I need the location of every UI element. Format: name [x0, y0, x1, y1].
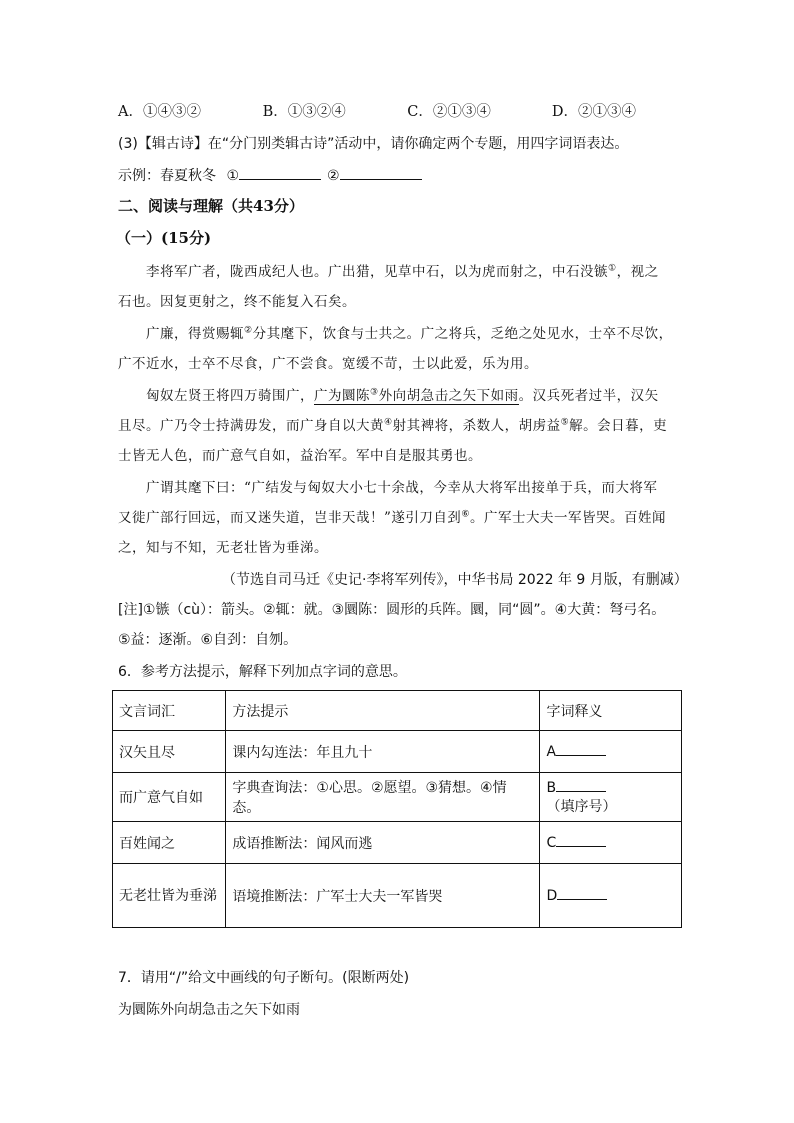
q3-blank1[interactable]: [239, 165, 321, 180]
table-row: 而广意气自如 字典查询法：①心思。②愿望。③猜想。④情态。 B（填序号）: [113, 773, 682, 822]
table-row: 百姓闻之 成语推断法：闻风而逃 C: [113, 822, 682, 864]
q3-blank2[interactable]: [340, 165, 422, 180]
q7-prompt: 7．请用“/”给文中画线的句子断句。(限断两处): [118, 970, 410, 986]
answer-options: [118, 102, 636, 122]
notes-line2: ⑤益：逐渐。⑥自刭：自刎。: [118, 632, 298, 648]
header-meaning: 字词释义: [540, 691, 682, 731]
option-a[interactable]: A．①④③②: [118, 104, 201, 120]
passage-p1-line2: 石也。因复更射之，终不能复入石矣。: [118, 294, 356, 310]
q3-prompt: (3)【辑古诗】在“分门别类辑古诗”活动中，请你确定两个专题，用四字词语表达。: [118, 136, 629, 152]
answer-cell-c[interactable]: C: [540, 822, 682, 864]
passage-p3-line2: 且尽。广乃令士持满毋发，而广身自以大黄④射其裨将，杀数人，胡虏益⑤解。会日暮，吏: [118, 417, 668, 434]
q7-sentence: 为圜陈外向胡急击之矢下如雨: [118, 1002, 300, 1018]
answer-cell-a[interactable]: A: [540, 731, 682, 773]
passage-source: （节选自司马迁《史记·李将军列传》，中华书局 2022 年 9 月版，有删减）: [222, 572, 688, 588]
notes-line1: [注]①镞（cù）：箭头。②辄：就。③圜陈：圆形的兵阵。圜，同“圆”。④大黄：弩弓名。: [118, 602, 666, 618]
passage-p4-line2: 又徙广部行回远，而又迷失道，岂非天哉！”遂引刀自刭⑥。广军士大夫一军皆哭。百姓闻: [118, 509, 666, 526]
q3-example-label: 示例：春夏秋冬: [118, 168, 216, 184]
option-b[interactable]: B．①③②④: [262, 104, 346, 120]
answer-cell-d[interactable]: D: [540, 864, 682, 928]
passage-p3-line1: 匈奴左贤王将四万骑围广，广为圜陈③外向胡急击之矢下如雨。汉兵死者过半，汉矢: [146, 387, 659, 404]
table-header-row: [113, 691, 682, 731]
q3-blank2-label: ②: [327, 168, 340, 184]
q3-blank1-label: ①: [226, 168, 240, 184]
header-method: 方法提示: [226, 691, 540, 731]
table-row: 无老壮皆为垂涕 语境推断法：广军士大夫一军皆哭 D: [113, 864, 682, 928]
header-word: 文言词汇: [113, 691, 226, 731]
section2-title: 二、阅读与理解（共43分）: [118, 197, 304, 215]
passage-p2-line2: 广不近水，士卒不尽食，广不尝食。宽缓不苛，士以此爱，乐为用。: [118, 356, 538, 372]
table-row: 汉矢且尽 课内勾连法：年且九十 A: [113, 731, 682, 773]
option-c[interactable]: C．②①③④: [407, 104, 491, 120]
passage-p1-line1: 李将军广者，陇西成纪人也。广出猎，见草中石，以为虎而射之，中石没镞①，视之: [146, 263, 659, 280]
vocab-table: [112, 690, 682, 928]
passage-p4-line1: 广谓其麾下曰：“广结发与匈奴大小七十余战，今幸从大将军出接单于兵，而大将军: [146, 480, 658, 496]
option-d[interactable]: D．②①③④: [551, 104, 636, 120]
underlined-sentence: 广为圜陈③外向胡急击之矢下如雨: [314, 387, 519, 404]
passage-p2-line1: 广廉，得赏赐辄②分其麾下，饮食与士共之。广之将兵，乏绝之处见水，士卒不尽饮，: [146, 325, 673, 342]
passage-p4-line3: 之，知与不知，无老壮皆为垂涕。: [118, 540, 328, 556]
passage-p3-line3: 士皆无人色，而广意气自如，益治军。军中自是服其勇也。: [118, 448, 482, 464]
part1-title: （一）(15分): [116, 229, 212, 247]
answer-cell-b[interactable]: B（填序号）: [540, 773, 682, 822]
q3-example: [118, 165, 428, 186]
q6-prompt: 6．参考方法提示，解释下列加点字词的意思。: [118, 664, 407, 680]
